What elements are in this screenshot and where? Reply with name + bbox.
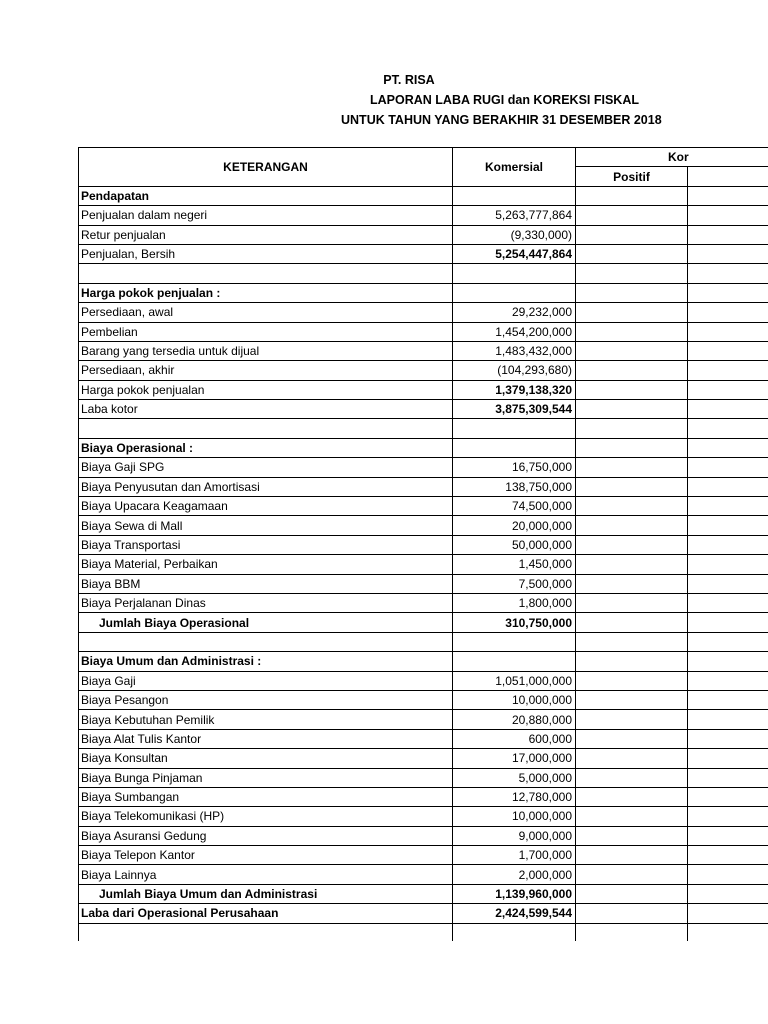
table-row — [79, 458, 768, 477]
row-label: Biaya Lainnya — [79, 865, 453, 884]
koreksi-positif-cell — [576, 749, 688, 768]
table-row — [79, 923, 768, 941]
company-name: PT. RISA — [383, 73, 435, 87]
komersial-value: (104,293,680) — [453, 361, 576, 380]
koreksi-positif-cell — [576, 768, 688, 787]
komersial-value: 2,000,000 — [453, 865, 576, 884]
table-row — [79, 516, 768, 535]
koreksi-negatif-cell — [688, 477, 768, 496]
row-label: Biaya Perjalanan Dinas — [79, 593, 453, 612]
koreksi-negatif-cell — [688, 710, 768, 729]
koreksi-negatif-cell — [688, 283, 768, 302]
table-row — [79, 710, 768, 729]
row-label: Biaya Transportasi — [79, 535, 453, 554]
komersial-value: 10,000,000 — [453, 690, 576, 709]
table-row — [79, 264, 768, 283]
komersial-value: 1,139,960,000 — [453, 884, 576, 903]
komersial-value: 7,500,000 — [453, 574, 576, 593]
table-row — [79, 419, 768, 438]
komersial-value — [453, 419, 576, 438]
komersial-value — [453, 186, 576, 205]
komersial-value: 1,379,138,320 — [453, 380, 576, 399]
table-row — [79, 846, 768, 865]
koreksi-negatif-cell — [688, 206, 768, 225]
komersial-value: 5,254,447,864 — [453, 244, 576, 263]
koreksi-negatif-cell — [688, 303, 768, 322]
koreksi-negatif-cell — [688, 865, 768, 884]
report-header — [0, 70, 768, 130]
komersial-value — [453, 283, 576, 302]
komersial-value: 5,000,000 — [453, 768, 576, 787]
table-row — [79, 749, 768, 768]
row-label: Laba kotor — [79, 400, 453, 419]
table-row — [79, 438, 768, 457]
table-row — [79, 826, 768, 845]
row-label: Jumlah Biaya Umum dan Administrasi — [79, 884, 453, 903]
row-label: Biaya Alat Tulis Kantor — [79, 729, 453, 748]
koreksi-positif-cell — [576, 303, 688, 322]
koreksi-positif-cell — [576, 671, 688, 690]
koreksi-negatif-cell — [688, 904, 768, 923]
positif-header: Positif — [576, 167, 688, 186]
table-row — [79, 535, 768, 554]
row-label: Biaya Gaji — [79, 671, 453, 690]
table-row — [79, 477, 768, 496]
komersial-value: 9,000,000 — [453, 826, 576, 845]
komersial-value: 2,424,599,544 — [453, 904, 576, 923]
koreksi-positif-cell — [576, 458, 688, 477]
koreksi-negatif-cell — [688, 787, 768, 806]
koreksi-negatif-cell — [688, 380, 768, 399]
table-row — [79, 884, 768, 903]
keterangan-header: KETERANGAN — [79, 148, 453, 187]
koreksi-negatif-cell — [688, 361, 768, 380]
koreksi-negatif-cell — [688, 516, 768, 535]
row-label — [79, 264, 453, 283]
komersial-value: 1,454,200,000 — [453, 322, 576, 341]
komersial-value: 3,875,309,544 — [453, 400, 576, 419]
row-label — [79, 632, 453, 651]
koreksi-negatif-cell — [688, 671, 768, 690]
koreksi-negatif-cell — [688, 341, 768, 360]
koreksi-positif-cell — [576, 923, 688, 941]
row-label: Biaya BBM — [79, 574, 453, 593]
row-label: Biaya Sewa di Mall — [79, 516, 453, 535]
komersial-value: 1,051,000,000 — [453, 671, 576, 690]
koreksi-negatif-cell — [688, 632, 768, 651]
komersial-value: 1,700,000 — [453, 846, 576, 865]
row-label: Biaya Kebutuhan Pemilik — [79, 710, 453, 729]
koreksi-positif-cell — [576, 632, 688, 651]
komersial-value — [453, 264, 576, 283]
koreksi-negatif-cell — [688, 846, 768, 865]
koreksi-positif-cell — [576, 361, 688, 380]
koreksi-positif-cell — [576, 826, 688, 845]
koreksi-negatif-cell — [688, 264, 768, 283]
komersial-value: 50,000,000 — [453, 535, 576, 554]
koreksi-header: Kor — [576, 148, 768, 167]
report-period: UNTUK TAHUN YANG BERAKHIR 31 DESEMBER 2018 — [341, 113, 662, 127]
row-label — [79, 923, 453, 941]
row-label: Biaya Telepon Kantor — [79, 846, 453, 865]
table-row — [79, 671, 768, 690]
koreksi-positif-cell — [576, 884, 688, 903]
komersial-value: 1,800,000 — [453, 593, 576, 612]
koreksi-positif-cell — [576, 186, 688, 205]
table-row — [79, 865, 768, 884]
koreksi-negatif-cell — [688, 826, 768, 845]
koreksi-negatif-cell — [688, 322, 768, 341]
komersial-value: 20,880,000 — [453, 710, 576, 729]
koreksi-positif-cell — [576, 904, 688, 923]
table-row — [79, 632, 768, 651]
koreksi-negatif-cell — [688, 593, 768, 612]
table-row — [79, 380, 768, 399]
table-row — [79, 768, 768, 787]
koreksi-negatif-cell — [688, 807, 768, 826]
koreksi-positif-cell — [576, 322, 688, 341]
komersial-value: 16,750,000 — [453, 458, 576, 477]
row-label: Pembelian — [79, 322, 453, 341]
income-statement-table — [78, 147, 768, 941]
table-row — [79, 652, 768, 671]
koreksi-negatif-cell — [688, 419, 768, 438]
koreksi-positif-cell — [576, 497, 688, 516]
row-label: Biaya Bunga Pinjaman — [79, 768, 453, 787]
koreksi-positif-cell — [576, 710, 688, 729]
koreksi-positif-cell — [576, 574, 688, 593]
koreksi-positif-cell — [576, 593, 688, 612]
koreksi-negatif-cell — [688, 497, 768, 516]
row-label: Biaya Sumbangan — [79, 787, 453, 806]
komersial-value: 10,000,000 — [453, 807, 576, 826]
row-label: Penjualan dalam negeri — [79, 206, 453, 225]
komersial-value: (9,330,000) — [453, 225, 576, 244]
komersial-value: 138,750,000 — [453, 477, 576, 496]
table-header-row-1 — [79, 148, 768, 167]
komersial-value — [453, 923, 576, 941]
koreksi-negatif-cell — [688, 186, 768, 205]
koreksi-negatif-cell — [688, 884, 768, 903]
koreksi-positif-cell — [576, 400, 688, 419]
row-label: Biaya Pesangon — [79, 690, 453, 709]
koreksi-positif-cell — [576, 206, 688, 225]
row-label: Harga pokok penjualan : — [79, 283, 453, 302]
koreksi-positif-cell — [576, 264, 688, 283]
report-sheet — [78, 147, 768, 941]
komersial-value: 29,232,000 — [453, 303, 576, 322]
komersial-value: 74,500,000 — [453, 497, 576, 516]
komersial-value: 17,000,000 — [453, 749, 576, 768]
row-label: Biaya Asuransi Gedung — [79, 826, 453, 845]
row-label: Biaya Konsultan — [79, 749, 453, 768]
koreksi-positif-cell — [576, 341, 688, 360]
table-row — [79, 283, 768, 302]
koreksi-negatif-cell — [688, 690, 768, 709]
table-row — [79, 904, 768, 923]
komersial-value — [453, 652, 576, 671]
komersial-value: 1,450,000 — [453, 555, 576, 574]
row-label: Biaya Material, Perbaikan — [79, 555, 453, 574]
row-label: Biaya Upacara Keagamaan — [79, 497, 453, 516]
koreksi-negatif-cell — [688, 729, 768, 748]
komersial-value: 310,750,000 — [453, 613, 576, 632]
koreksi-positif-cell — [576, 419, 688, 438]
koreksi-positif-cell — [576, 652, 688, 671]
koreksi-positif-cell — [576, 865, 688, 884]
koreksi-positif-cell — [576, 438, 688, 457]
row-label: Biaya Umum dan Administrasi : — [79, 652, 453, 671]
row-label: Persediaan, awal — [79, 303, 453, 322]
table-row — [79, 555, 768, 574]
koreksi-positif-cell — [576, 244, 688, 263]
report-title: LAPORAN LABA RUGI dan KOREKSI FISKAL — [370, 93, 639, 107]
koreksi-positif-cell — [576, 846, 688, 865]
koreksi-negatif-cell — [688, 768, 768, 787]
row-label: Retur penjualan — [79, 225, 453, 244]
komersial-value: 600,000 — [453, 729, 576, 748]
koreksi-positif-cell — [576, 613, 688, 632]
table-row — [79, 244, 768, 263]
row-label: Laba dari Operasional Perusahaan — [79, 904, 453, 923]
koreksi-negatif-cell — [688, 574, 768, 593]
row-label: Barang yang tersedia untuk dijual — [79, 341, 453, 360]
koreksi-negatif-cell — [688, 225, 768, 244]
row-label: Harga pokok penjualan — [79, 380, 453, 399]
table-row — [79, 729, 768, 748]
komersial-value — [453, 438, 576, 457]
table-row — [79, 341, 768, 360]
koreksi-positif-cell — [576, 380, 688, 399]
table-row — [79, 400, 768, 419]
table-row — [79, 690, 768, 709]
table-row — [79, 186, 768, 205]
koreksi-positif-cell — [576, 283, 688, 302]
koreksi-positif-cell — [576, 690, 688, 709]
koreksi-negatif-cell — [688, 438, 768, 457]
table-row — [79, 225, 768, 244]
table-row — [79, 787, 768, 806]
koreksi-negatif-cell — [688, 458, 768, 477]
row-label: Biaya Operasional : — [79, 438, 453, 457]
koreksi-positif-cell — [576, 477, 688, 496]
row-label: Jumlah Biaya Operasional — [79, 613, 453, 632]
table-row — [79, 613, 768, 632]
row-label: Biaya Gaji SPG — [79, 458, 453, 477]
row-label: Biaya Telekomunikasi (HP) — [79, 807, 453, 826]
komersial-value — [453, 632, 576, 651]
row-label: Biaya Penyusutan dan Amortisasi — [79, 477, 453, 496]
komersial-value: 20,000,000 — [453, 516, 576, 535]
koreksi-negatif-cell — [688, 244, 768, 263]
row-label: Penjualan, Bersih — [79, 244, 453, 263]
koreksi-positif-cell — [576, 729, 688, 748]
koreksi-negatif-cell — [688, 535, 768, 554]
row-label: Pendapatan — [79, 186, 453, 205]
koreksi-negatif-cell — [688, 555, 768, 574]
koreksi-positif-cell — [576, 516, 688, 535]
table-row — [79, 497, 768, 516]
koreksi-positif-cell — [576, 225, 688, 244]
koreksi-positif-cell — [576, 787, 688, 806]
row-label — [79, 419, 453, 438]
komersial-value: 12,780,000 — [453, 787, 576, 806]
table-row — [79, 303, 768, 322]
koreksi-positif-cell — [576, 535, 688, 554]
koreksi-negatif-cell — [688, 613, 768, 632]
koreksi-negatif-cell — [688, 652, 768, 671]
table-row — [79, 807, 768, 826]
table-row — [79, 574, 768, 593]
komersial-header: Komersial — [453, 148, 576, 187]
koreksi-positif-cell — [576, 555, 688, 574]
koreksi-negatif-cell — [688, 400, 768, 419]
komersial-value: 5,263,777,864 — [453, 206, 576, 225]
table-row — [79, 361, 768, 380]
negatif-header — [688, 167, 768, 186]
table-row — [79, 322, 768, 341]
table-row — [79, 593, 768, 612]
koreksi-negatif-cell — [688, 749, 768, 768]
row-label: Persediaan, akhir — [79, 361, 453, 380]
komersial-value: 1,483,432,000 — [453, 341, 576, 360]
koreksi-negatif-cell — [688, 923, 768, 941]
koreksi-positif-cell — [576, 807, 688, 826]
table-row — [79, 206, 768, 225]
